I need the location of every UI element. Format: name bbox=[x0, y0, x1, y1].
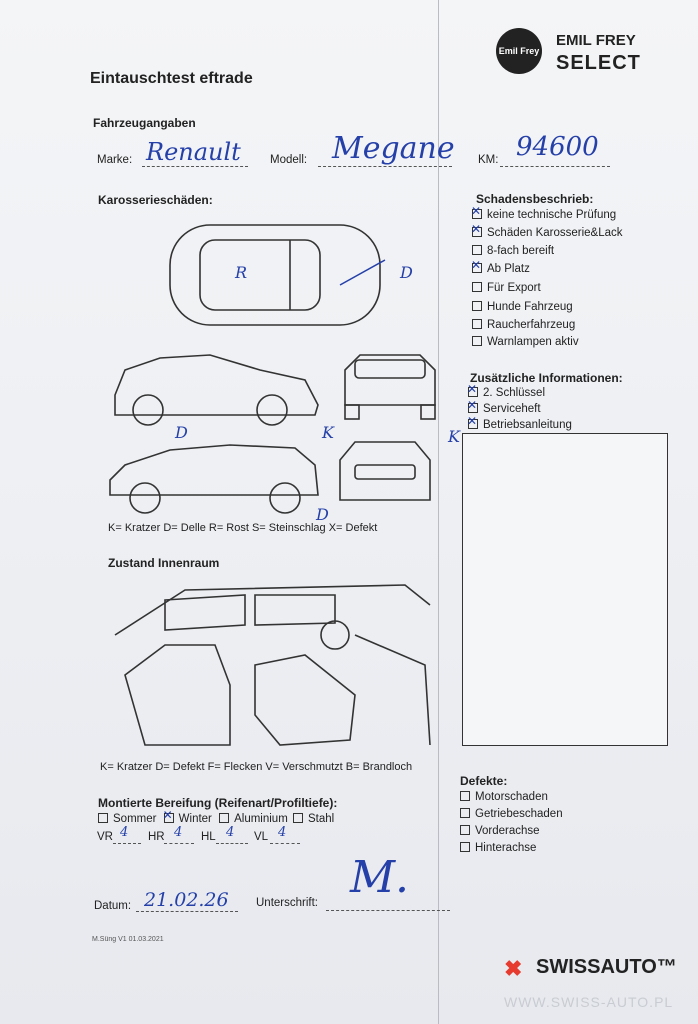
tire-vl-label: VL bbox=[254, 831, 269, 843]
tires-title: Montierte Bereifung (Reifenart/Profiltiefe): bbox=[98, 796, 338, 810]
model-label: Modell: bbox=[270, 154, 308, 166]
tire-type-options bbox=[98, 813, 334, 825]
brand-name: EMIL FREY bbox=[556, 32, 636, 49]
km-label: KM: bbox=[478, 154, 499, 166]
tire-vr-label: VR bbox=[97, 831, 113, 843]
date-value: 21.02.26 bbox=[144, 889, 229, 911]
damage-item[interactable]: 8-fach bereift bbox=[472, 245, 554, 257]
vehicle-section-title: Fahrzeugangaben bbox=[93, 116, 196, 130]
defect-item[interactable]: Vorderachse bbox=[460, 825, 540, 837]
damage-mark-d2: D bbox=[175, 423, 188, 442]
swissauto-logo-icon: ✖ bbox=[504, 956, 523, 981]
damage-item[interactable]: ✕Ab Platz bbox=[472, 263, 530, 275]
notes-box[interactable] bbox=[462, 433, 668, 746]
form-version: M.Süng V1 01.03.2021 bbox=[92, 936, 164, 943]
damage-item[interactable]: Raucherfahrzeug bbox=[472, 319, 575, 331]
extra-info-item[interactable]: ✕Serviceheft bbox=[468, 403, 541, 415]
tire-hl-value: 4 bbox=[226, 825, 235, 840]
tire-hr-value: 4 bbox=[174, 825, 183, 840]
defects-title: Defekte: bbox=[460, 774, 508, 788]
damage-mark-r: R bbox=[235, 263, 248, 282]
tire-option-steel[interactable]: Stahl bbox=[293, 813, 334, 825]
document-title: Eintauschtest eftrade bbox=[90, 70, 253, 87]
tire-vl-value: 4 bbox=[278, 825, 287, 840]
tire-hl-label: HL bbox=[201, 831, 216, 843]
car-diagrams bbox=[100, 210, 460, 530]
damage-item[interactable]: ✕Schäden Karosserie&Lack bbox=[472, 227, 623, 239]
brand-select: SELECT bbox=[556, 52, 641, 74]
damage-item[interactable]: Warnlampen aktiv bbox=[472, 336, 579, 348]
signature-value: M. bbox=[350, 852, 410, 903]
body-damage-title: Karosserieschäden: bbox=[98, 193, 213, 207]
make-value: Renault bbox=[146, 138, 241, 166]
interior-diagram bbox=[105, 575, 435, 755]
tire-option-aluminium[interactable]: Aluminium bbox=[219, 813, 288, 825]
damage-item[interactable]: Hunde Fahrzeug bbox=[472, 301, 573, 313]
damage-desc-title: Schadensbeschrieb: bbox=[476, 192, 594, 206]
damage-mark-d1: D bbox=[400, 263, 413, 282]
swissauto-name: SWISSAUTO™ bbox=[536, 956, 677, 978]
tire-vr-value: 4 bbox=[120, 825, 129, 840]
swissauto-url: WWW.SWISS-AUTO.PL bbox=[504, 994, 674, 1010]
date-label: Datum: bbox=[94, 900, 132, 912]
damage-mark-d3: D bbox=[316, 505, 329, 524]
extra-info-title: Zusätzliche Informationen: bbox=[470, 371, 623, 385]
interior-title: Zustand Innenraum bbox=[108, 556, 220, 570]
tire-option-summer[interactable]: Sommer bbox=[98, 813, 156, 825]
defect-item[interactable]: Hinterachse bbox=[460, 842, 536, 854]
extra-info-item[interactable]: ✕Betriebsanleitung bbox=[468, 419, 572, 431]
signature-label: Unterschrift: bbox=[256, 897, 318, 909]
make-label: Marke: bbox=[97, 154, 133, 166]
damage-item[interactable]: ✕keine technische Prüfung bbox=[472, 209, 616, 221]
damage-mark-k1: K bbox=[322, 423, 334, 442]
tire-option-winter[interactable]: ✕ Winter bbox=[164, 813, 212, 825]
model-value: Megane bbox=[332, 131, 455, 166]
damage-mark-k2: K bbox=[448, 427, 460, 446]
defect-item[interactable]: Getriebeschaden bbox=[460, 808, 563, 820]
emil-frey-logo: Emil Frey bbox=[496, 28, 542, 74]
extra-info-item[interactable]: ✕2. Schlüssel bbox=[468, 387, 545, 399]
tire-hr-label: HR bbox=[148, 831, 165, 843]
damage-item[interactable]: Für Export bbox=[472, 282, 541, 294]
body-damage-legend: K= Kratzer D= Delle R= Rost S= Steinschlag X= Defekt bbox=[108, 522, 378, 534]
interior-legend: K= Kratzer D= Defekt F= Flecken V= Verschmutzt B= Brandloch bbox=[100, 761, 413, 773]
km-value: 94600 bbox=[516, 132, 599, 162]
defect-item[interactable]: Motorschaden bbox=[460, 791, 548, 803]
